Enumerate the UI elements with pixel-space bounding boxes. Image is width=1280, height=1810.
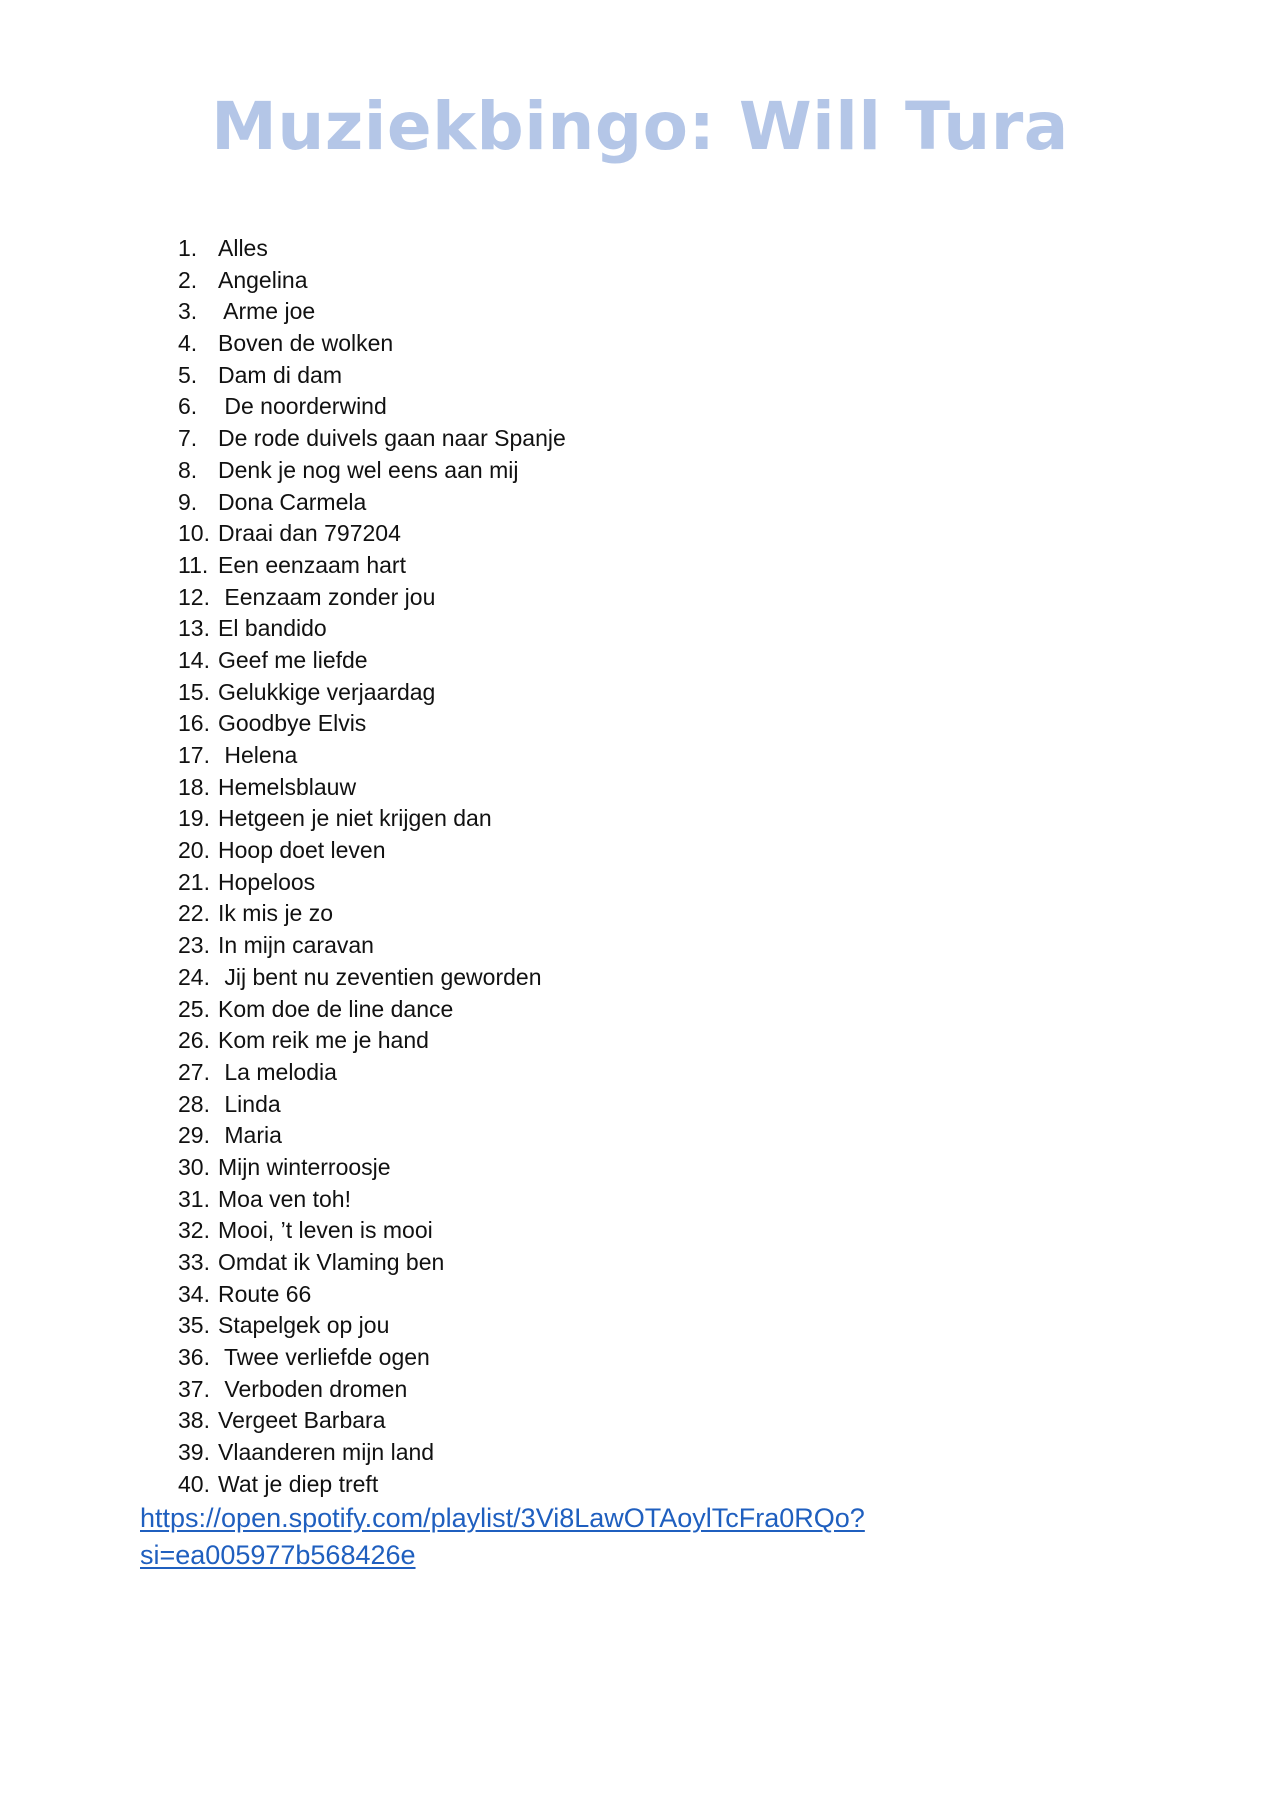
- song-list-item: [178, 1247, 566, 1279]
- song-title: Vlaanderen mijn land: [218, 1439, 435, 1466]
- song-number: 16.: [178, 710, 210, 737]
- song-list-item: [178, 835, 566, 867]
- song-title: Omdat ik Vlaming ben: [218, 1249, 445, 1275]
- song-number: 28.: [178, 1090, 210, 1117]
- song-title: Jij bent nu zeventien geworden: [218, 963, 542, 990]
- song-title: La melodia: [218, 1058, 337, 1085]
- playlist-link-block: [140, 1500, 920, 1574]
- song-list-item: [178, 613, 566, 645]
- song-number: 36.: [178, 1344, 210, 1371]
- song-number: 20.: [178, 837, 210, 864]
- song-list-item: [178, 898, 566, 930]
- playlist-link-line-2[interactable]: si=ea005977b568426e: [140, 1540, 416, 1570]
- song-list-item: [178, 455, 566, 487]
- song-list-item: [178, 740, 566, 772]
- song-list-item: [178, 677, 566, 709]
- song-number: 11.: [178, 551, 209, 578]
- song-number: 22.: [178, 900, 210, 927]
- playlist-link-line-1[interactable]: https://open.spotify.com/playlist/3Vi8LawOTAoylTcFra0RQo?: [140, 1503, 865, 1533]
- song-title: Arme joe: [218, 298, 316, 325]
- song-list-item: [178, 1374, 566, 1406]
- song-list-item: [178, 1152, 566, 1184]
- song-number: 1.: [178, 235, 198, 261]
- song-title: Wat je diep treft: [218, 1470, 379, 1497]
- song-number: 37.: [178, 1375, 210, 1402]
- song-title: Route 66: [218, 1280, 312, 1307]
- song-list-item: [178, 772, 566, 804]
- song-list-item: [178, 645, 566, 677]
- song-number: 35.: [178, 1312, 210, 1339]
- song-list-item: [178, 1405, 566, 1437]
- song-number: 26.: [178, 1027, 210, 1054]
- song-title: Alles: [218, 235, 268, 261]
- song-number: 2.: [178, 266, 198, 293]
- song-title: Geef me liefde: [218, 646, 368, 673]
- song-title: Linda: [218, 1090, 281, 1117]
- song-title: Vergeet Barbara: [218, 1407, 386, 1434]
- song-title: Angelina: [218, 266, 308, 293]
- song-number: 38.: [178, 1407, 210, 1434]
- song-list-item: [178, 1215, 566, 1247]
- song-list-item: [178, 296, 566, 328]
- song-list-item: [178, 1437, 566, 1469]
- song-title: De rode duivels gaan naar Spanje: [218, 425, 566, 452]
- song-list-item: [178, 423, 566, 455]
- song-number: 9.: [178, 488, 198, 515]
- document-title: Muziekbingo: Will Tura: [211, 88, 1069, 165]
- song-title: Ik mis je zo: [218, 900, 334, 927]
- song-number: 15.: [178, 678, 210, 705]
- song-list-item: [178, 708, 566, 740]
- song-number: 30.: [178, 1153, 210, 1180]
- song-title: Eenzaam zonder jou: [218, 583, 436, 610]
- song-list-item: [178, 391, 566, 423]
- song-title: Stapelgek op jou: [218, 1312, 390, 1339]
- song-number: 19.: [178, 805, 210, 832]
- song-title: Een eenzaam hart: [218, 551, 406, 578]
- song-title: Verboden dromen: [218, 1375, 408, 1402]
- song-number: 21.: [178, 868, 210, 895]
- spotify-playlist-link[interactable]: [140, 1500, 920, 1574]
- song-list-item: [178, 518, 566, 550]
- song-title: Helena: [218, 742, 298, 768]
- song-list-item: [178, 582, 566, 614]
- song-list-item: [178, 803, 566, 835]
- song-number: 14.: [178, 646, 210, 673]
- song-number: 18.: [178, 773, 210, 800]
- song-list-item: [178, 550, 566, 582]
- song-title: Mijn winterroosje: [218, 1153, 391, 1180]
- song-number: 31.: [178, 1185, 210, 1212]
- song-number: 33.: [178, 1249, 210, 1275]
- song-title: Hopeloos: [218, 868, 316, 895]
- song-title: Mooi, ’t leven is mooi: [218, 1217, 433, 1244]
- song-title: Twee verliefde ogen: [218, 1344, 430, 1371]
- song-list-item: [178, 487, 566, 519]
- song-number: 34.: [178, 1280, 210, 1307]
- song-title: Kom reik me je hand: [218, 1027, 429, 1054]
- song-list-item: [178, 1025, 566, 1057]
- song-number: 17.: [178, 742, 210, 768]
- song-title: Hoop doet leven: [218, 837, 386, 864]
- song-list: [178, 233, 566, 1501]
- song-number: 3.: [178, 298, 198, 325]
- song-list-item: [178, 994, 566, 1026]
- song-title: Goodbye Elvis: [218, 710, 367, 737]
- song-list-item: [178, 930, 566, 962]
- song-number: 40.: [178, 1470, 210, 1497]
- song-list-item: [178, 1469, 566, 1501]
- song-number: 4.: [178, 330, 198, 357]
- song-list-item: [178, 962, 566, 994]
- song-title: Draai dan 797204: [218, 520, 401, 547]
- song-list-item: [178, 328, 566, 360]
- song-list-item: [178, 1310, 566, 1342]
- song-title: Gelukkige verjaardag: [218, 678, 436, 705]
- song-title: Boven de wolken: [218, 330, 394, 357]
- song-title: Denk je nog wel eens aan mij: [218, 456, 519, 483]
- song-list-item: [178, 1057, 566, 1089]
- song-list-item: [178, 265, 566, 297]
- song-title: Kom doe de line dance: [218, 995, 454, 1022]
- song-title: Moa ven toh!: [218, 1185, 351, 1212]
- song-title: El bandido: [218, 615, 327, 642]
- song-number: 29.: [178, 1122, 210, 1149]
- song-list-item: [178, 1279, 566, 1311]
- song-number: 23.: [178, 932, 210, 959]
- song-list-item: [178, 1089, 566, 1121]
- song-list-item: [178, 1184, 566, 1216]
- song-number: 5.: [178, 361, 198, 388]
- song-number: 13.: [178, 615, 210, 642]
- song-list-item: [178, 360, 566, 392]
- song-number: 10.: [178, 520, 210, 547]
- song-title: De noorderwind: [218, 393, 387, 420]
- song-list-item: [178, 1120, 566, 1152]
- song-list-item: [178, 233, 566, 265]
- song-number: 24.: [178, 963, 210, 990]
- song-list-item: [178, 867, 566, 899]
- song-number: 39.: [178, 1439, 210, 1466]
- song-title: In mijn caravan: [218, 932, 374, 959]
- song-number: 6.: [178, 393, 198, 420]
- song-number: 8.: [178, 456, 198, 483]
- song-title: Hetgeen je niet krijgen dan: [218, 805, 492, 832]
- song-title: Dona Carmela: [218, 488, 367, 515]
- song-title: Maria: [218, 1122, 282, 1149]
- song-number: 32.: [178, 1217, 210, 1244]
- song-number: 25.: [178, 995, 210, 1022]
- song-number: 7.: [178, 425, 198, 452]
- song-list-item: [178, 1342, 566, 1374]
- song-number: 12.: [178, 583, 210, 610]
- song-title: Hemelsblauw: [218, 773, 357, 800]
- song-title: Dam di dam: [218, 361, 342, 388]
- song-number: 27.: [178, 1058, 210, 1085]
